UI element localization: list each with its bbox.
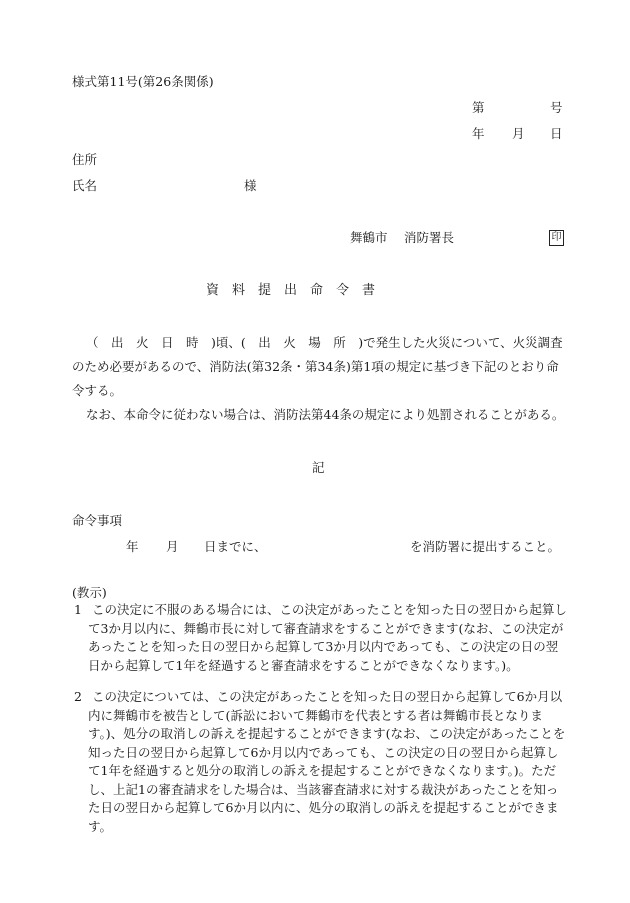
notice-item-text: この決定については、この決定があったことを知った日の翌日から起算して6か月以内に舞鶴市を被告として(訴訟において舞鶴市を代表とする者は舞鶴市長となります。)、処分の取消しの訴えを提起することができます(なお、この決定があったことを知った日の翌日から起算して6か月以内であっても、この決定の日の翌日から起算して1年を経過すると処分の取消しの訴えを提起することができなくなります。)。ただし、上記1の審査請求をした場合は、当該審査請求に対する裁決があったことを知った日の翌日から起算して6か月以内に、処分の取消しの訴えを提起することができます。 [88, 689, 566, 834]
notice-item-number: 2 [74, 689, 82, 704]
name-label: 氏名 [72, 178, 98, 193]
notice-item-text: この決定に不服のある場合には、この決定があったことを知った日の翌日から起算して3か月以内に、舞鶴市長に対して審査請求をすることができます(なお、この決定があったことを知った日の翌日から起算して3か月以内であっても、この決定の日の翌日から起算して1年を経過すると審査請求をすることができなくなります。)。 [88, 602, 567, 673]
document-number-suffix: 号 [550, 100, 563, 115]
date-year-label: 年 [472, 126, 485, 141]
order-submit-text: を消防署に提出すること。 [410, 539, 561, 554]
body-paragraph-2: なお、本命令に従わない場合は、消防法第44条の規定により処罰されることがある。 [86, 407, 565, 422]
document-number-label: 第 [472, 100, 485, 115]
body-paragraph-1: （ 出 火 日 時 )頃、( 出 火 場 所 )で発生した火災について、火災調査のため必要があるので、消防法(第32条・第34条)第1項の規定に基づき下記のとおり命令する。 [72, 335, 563, 398]
order-month-label: 月 [166, 539, 179, 554]
order-label: 命令事項 [72, 513, 123, 528]
issuer-title: 消防署長 [404, 230, 455, 245]
order-until-text: 日までに、 [204, 539, 267, 554]
date-day-label: 日 [550, 126, 563, 141]
document-title: 資 料 提 出 命 令 書 [206, 283, 376, 298]
ki-mark: 記 [312, 460, 325, 475]
order-year-label: 年 [126, 539, 139, 554]
honorific: 様 [244, 178, 257, 193]
date-month-label: 月 [512, 126, 525, 141]
notice-heading: (教示) [72, 585, 107, 600]
form-number: 様式第11号(第26条関係) [72, 74, 214, 89]
notice-item-2 [74, 688, 568, 836]
address-label: 住所 [72, 152, 98, 167]
notice-item-number: 1 [74, 602, 82, 617]
seal-icon: 印 [549, 230, 564, 246]
seal-mark [549, 230, 564, 246]
issuer-city: 舞鶴市 [350, 230, 388, 245]
notice-item-1 [74, 601, 568, 675]
